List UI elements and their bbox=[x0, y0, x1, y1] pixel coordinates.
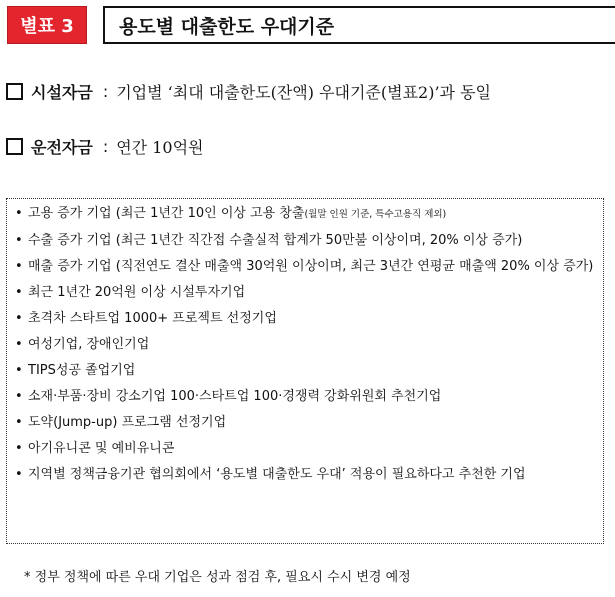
list-item-text: 소재·부품·장비 강소기업 100·스타트업 100·경쟁력 강화위원회 추천기업 bbox=[28, 389, 442, 404]
list-item bbox=[15, 280, 595, 306]
list-item-text: 초격차 스타트업 1000+ 프로젝트 선정기업 bbox=[28, 311, 277, 326]
list-item bbox=[15, 436, 595, 462]
list-item-text: 최근 1년간 20억원 이상 시설투자기업 bbox=[28, 285, 246, 300]
bullet-icon: • bbox=[15, 233, 23, 248]
bullet-icon: • bbox=[15, 363, 23, 378]
footnote: * 정부 정책에 따른 우대 기업은 성과 점검 후, 필요시 수시 변경 예정 bbox=[24, 570, 411, 585]
list-item-text: 아기유니콘 및 예비유니콘 bbox=[28, 441, 175, 456]
list-item-text: TIPS성공 졸업기업 bbox=[28, 363, 136, 378]
list-item-text: 지역별 정책금융기관 협의회에서 ‘용도별 대출한도 우대’ 적용이 필요하다고 추천한 기업 bbox=[28, 467, 526, 482]
list-item-text: 고용 증가 기업 (최근 1년간 10인 이상 고용 창출 bbox=[28, 206, 305, 221]
list-item-text: 수출 증가 기업 (최근 1년간 직간접 수출실적 합계가 50만불 이상이며, 20% 이상 증가) bbox=[28, 233, 523, 248]
separator: : bbox=[102, 82, 109, 101]
bullet-icon: • bbox=[15, 285, 23, 300]
list-item-note: (월말 인원 기준, 특수고용직 제외) bbox=[304, 209, 447, 220]
list-item bbox=[15, 228, 595, 254]
bullet-icon: • bbox=[15, 389, 23, 404]
checkbox-icon bbox=[6, 138, 23, 155]
operating-funds-text: 연간 10억원 bbox=[116, 138, 204, 157]
bullet-icon: • bbox=[15, 311, 23, 326]
list-item bbox=[15, 254, 595, 280]
bullet-icon: • bbox=[15, 206, 23, 221]
list-item bbox=[15, 462, 595, 488]
appendix-badge: 별표 3 bbox=[7, 6, 87, 44]
list-item bbox=[15, 410, 595, 436]
facility-funds-label: 시설자금 bbox=[31, 83, 93, 102]
operating-funds-line bbox=[6, 135, 204, 158]
list-item bbox=[15, 332, 595, 358]
list-item bbox=[15, 358, 595, 384]
criteria-box bbox=[6, 198, 604, 544]
list-item-text: 도약(Jump-up) 프로그램 선정기업 bbox=[28, 415, 227, 430]
bullet-icon: • bbox=[15, 415, 23, 430]
facility-funds-line bbox=[6, 80, 491, 103]
list-item bbox=[15, 384, 595, 410]
facility-funds-text: 기업별 ‘최대 대출한도(잔액) 우대기준(별표2)’과 동일 bbox=[116, 83, 492, 102]
bullet-icon: • bbox=[15, 337, 23, 352]
bullet-icon: • bbox=[15, 467, 23, 482]
header bbox=[7, 6, 615, 44]
list-item bbox=[15, 306, 595, 332]
bullet-icon: • bbox=[15, 259, 23, 274]
list-item-text: 여성기업, 장애인기업 bbox=[28, 337, 150, 352]
separator: : bbox=[102, 137, 109, 156]
bullet-icon: • bbox=[15, 441, 23, 456]
list-item-text: 매출 증가 기업 (직전연도 결산 매출액 30억원 이상이며, 최근 3년간 연평균 매출액 20% 이상 증가) bbox=[28, 259, 594, 274]
checkbox-icon bbox=[6, 83, 23, 100]
list-item bbox=[15, 201, 595, 228]
page-title: 용도별 대출한도 우대기준 bbox=[103, 6, 615, 44]
operating-funds-label: 운전자금 bbox=[31, 138, 93, 157]
